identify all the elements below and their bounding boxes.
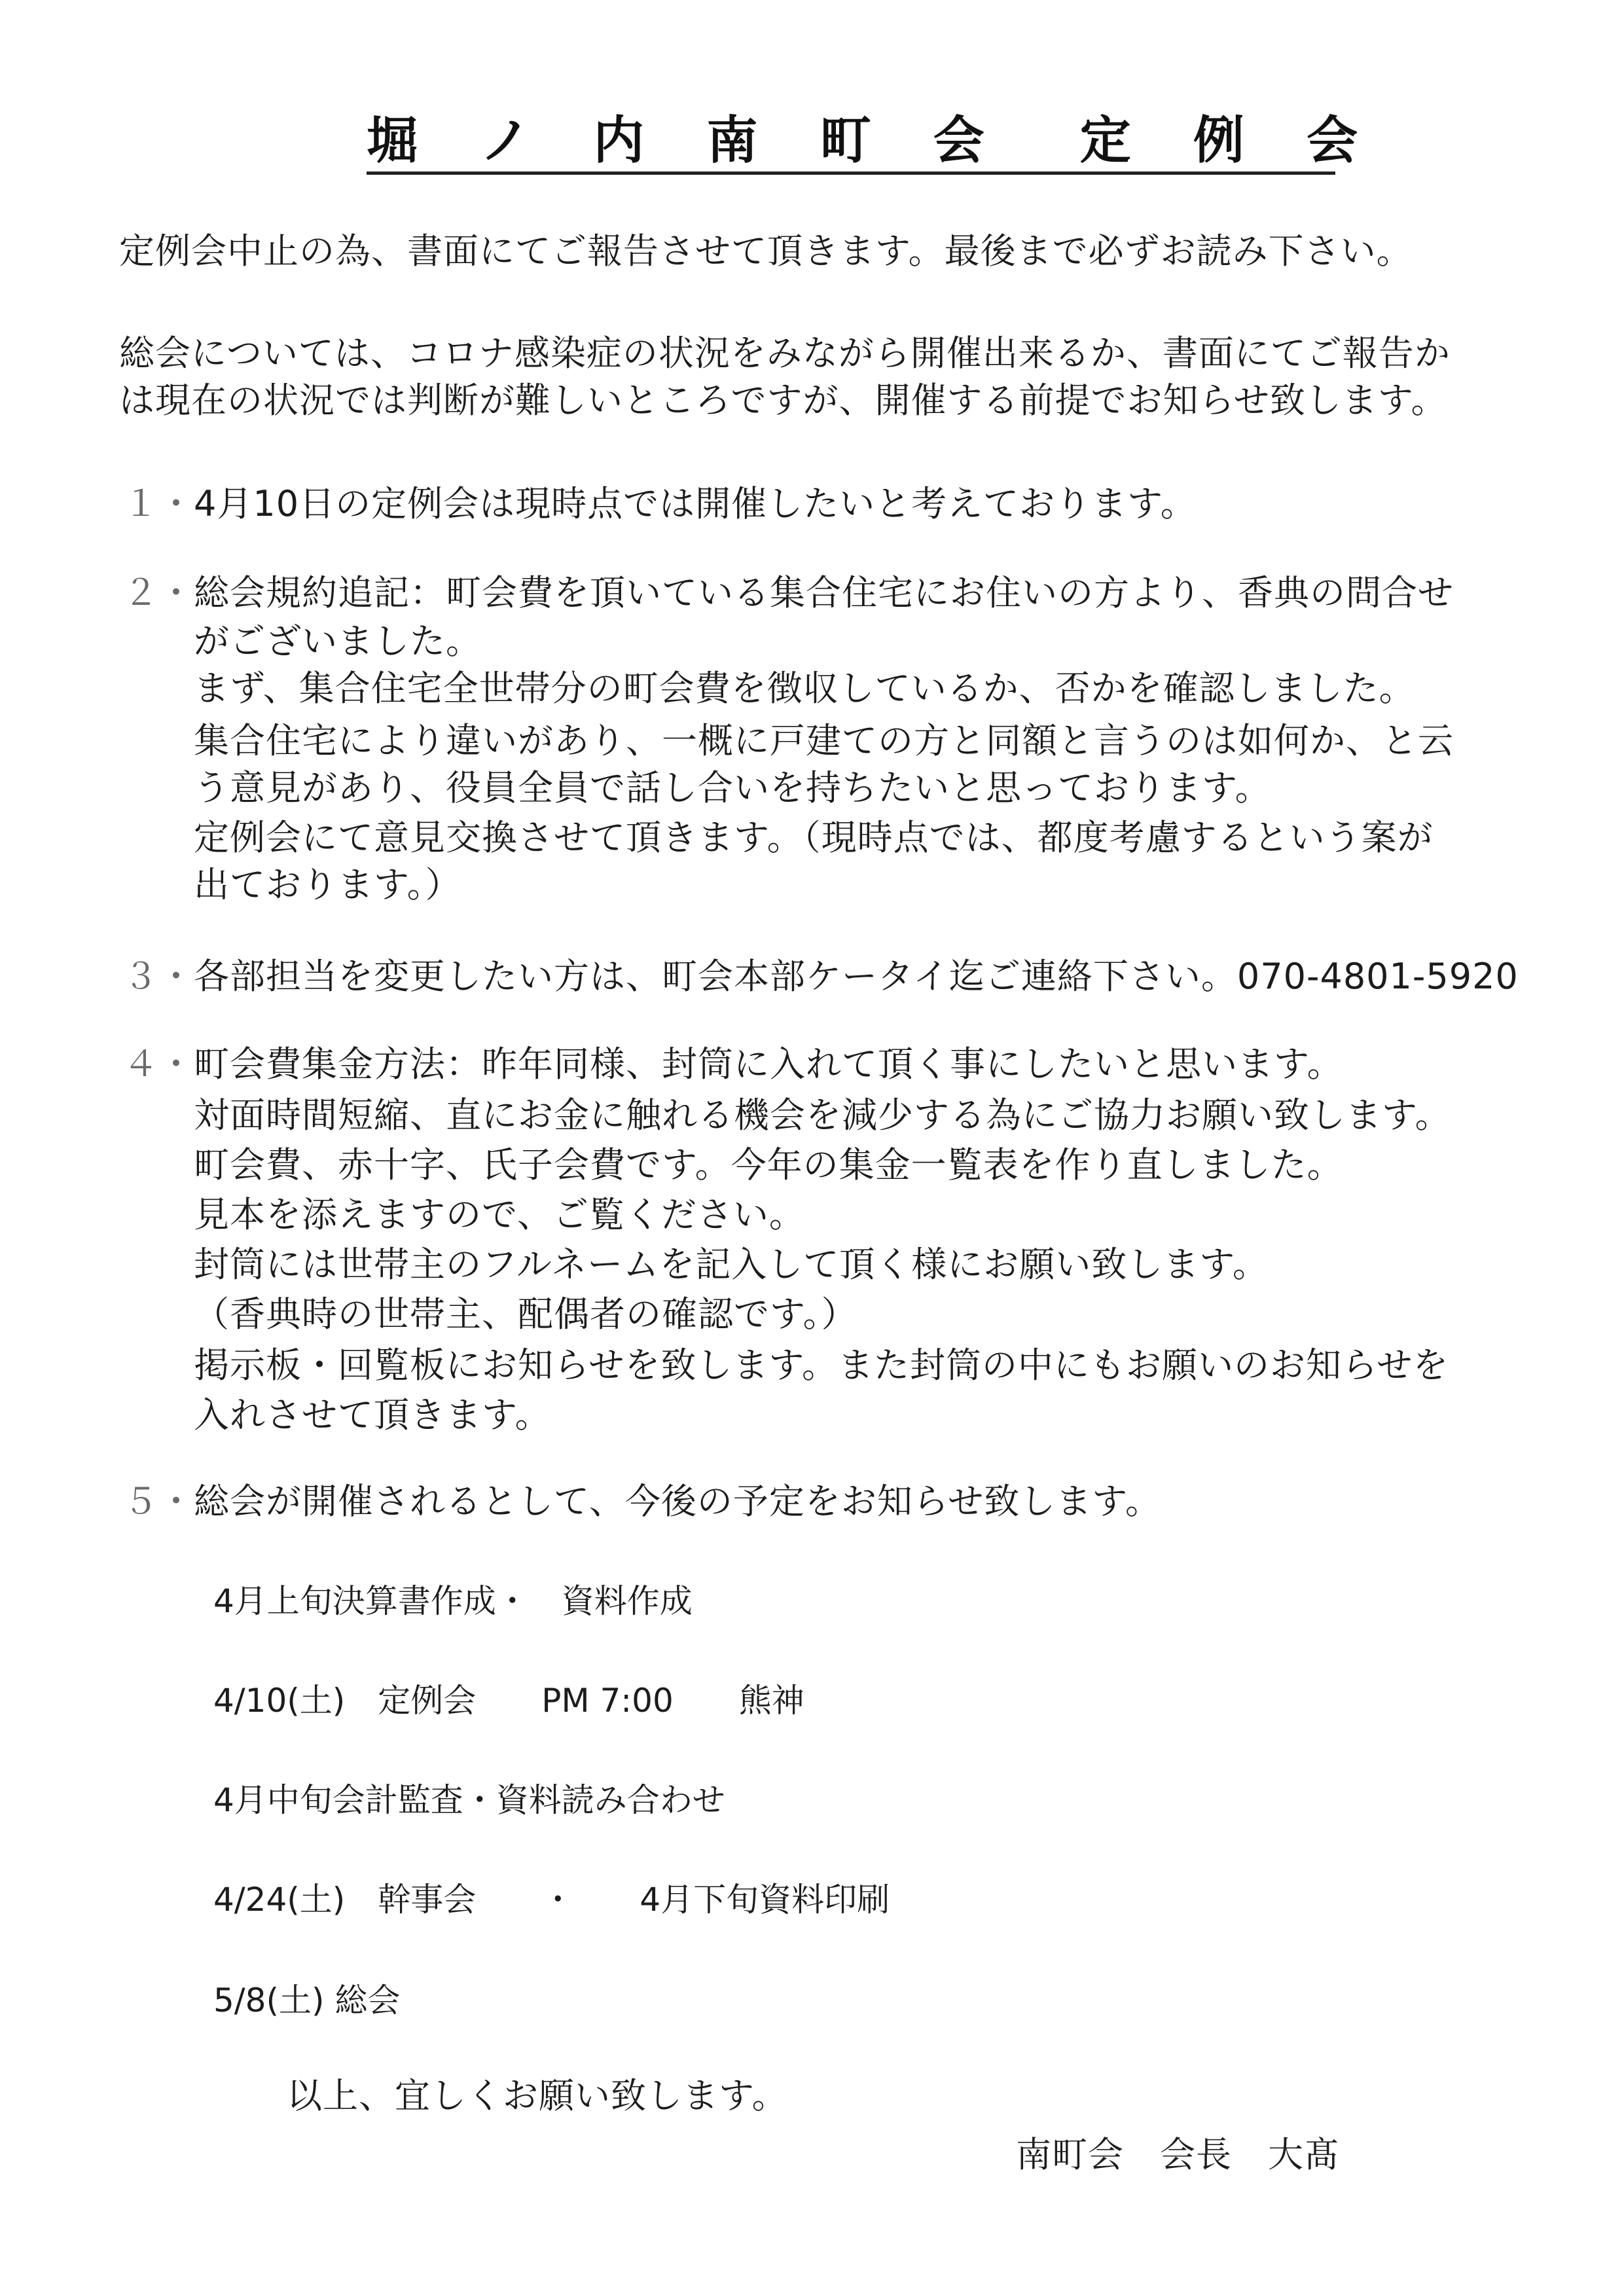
notice-line: は現在の状況では判断が難しいところですが、開催する前提でお知らせ致します。 <box>119 380 1447 421</box>
item-line: 入れさせて頂きます。 <box>194 1394 551 1436</box>
item-line: 掲示板・回覧板にお知らせを致します。また封筒の中にもお願いのお知らせを <box>194 1345 1449 1386</box>
item-line: 定例会にて意見交換させて頂きます。（現時点では、都度考慮するという案が <box>194 817 1434 858</box>
item-line: まず、集合住宅全世帯分の町会費を徴収しているか、否かを確認しました。 <box>194 668 1415 709</box>
item-line: う意見があり、役員全員で話し合いを持ちたいと思っております。 <box>194 767 1271 808</box>
schedule-entry: 5/8(土) 総会 <box>213 1981 401 2019</box>
item-number: １・ <box>123 483 194 524</box>
signature: 南町会 会長 大髙 <box>1016 2134 1340 2175</box>
item-line: 出ております。） <box>194 864 461 905</box>
item-line: 見本を添えますので、ご覧ください。 <box>194 1194 805 1235</box>
item-number: ３・ <box>123 956 194 997</box>
document-title: 堀 ノ 内 南 町 会 定 例 会 <box>367 111 1380 170</box>
schedule-entry: 4/10(土) 定例会 PM 7:00 熊神 <box>213 1682 804 1720</box>
notice-line: 総会については、コロナ感染症の状況をみながら開催出来るか、書面にてご報告か <box>119 333 1451 374</box>
schedule-entry: 4/24(土) 幹事会 ・ 4月下旬資料印刷 <box>213 1881 890 1919</box>
item-line: 4月10日の定例会は現時点では開催したいと考えております。 <box>194 483 1197 524</box>
item-line: 町会費、赤十字、氏子会費です。今年の集金一覧表を作り直しました。 <box>194 1144 1343 1185</box>
item-line: 各部担当を変更したい方は、町会本部ケータイ迄ご連絡下さい。070-4801-5920 <box>194 956 1519 997</box>
schedule-entry: 4月中旬会計監査・資料読み合わせ <box>213 1781 725 1819</box>
item-line: 総会が開催されるとして、今後の予定をお知らせ致します。 <box>194 1481 1161 1522</box>
title-underline <box>367 172 1335 175</box>
item-line: 総会規約追記：町会費を頂いている集合住宅にお住いの方より、香典の問合せ <box>194 572 1454 613</box>
closing-text: 以上、宜しくお願い致します。 <box>287 2075 788 2116</box>
item-line: 集合住宅により違いがあり、一概に戸建ての方と同額と言うのは如何か、と云 <box>194 720 1454 761</box>
schedule-entry: 4月上旬決算書作成・ 資料作成 <box>213 1582 693 1620</box>
item-line: がございました。 <box>194 621 482 662</box>
item-line: 対面時間短縮、直にお金に触れる機会を減少する為にご協力お願い致します。 <box>194 1094 1451 1136</box>
intro-text: 定例会中止の為、書面にてご報告させて頂きます。最後まで必ずお読み下さい。 <box>119 230 1413 272</box>
item-line: 町会費集金方法：昨年同様、封筒に入れて頂く事にしたいと思います。 <box>194 1043 1343 1085</box>
item-number: ５・ <box>123 1481 194 1522</box>
item-line: 封筒には世帯主のフルネームを記入して頂く様にお願い致します。 <box>194 1244 1269 1285</box>
item-line: （香典時の世帯主、配偶者の確認です。） <box>194 1293 857 1335</box>
item-number: ２・ <box>123 572 194 613</box>
item-number: ４・ <box>123 1043 194 1085</box>
